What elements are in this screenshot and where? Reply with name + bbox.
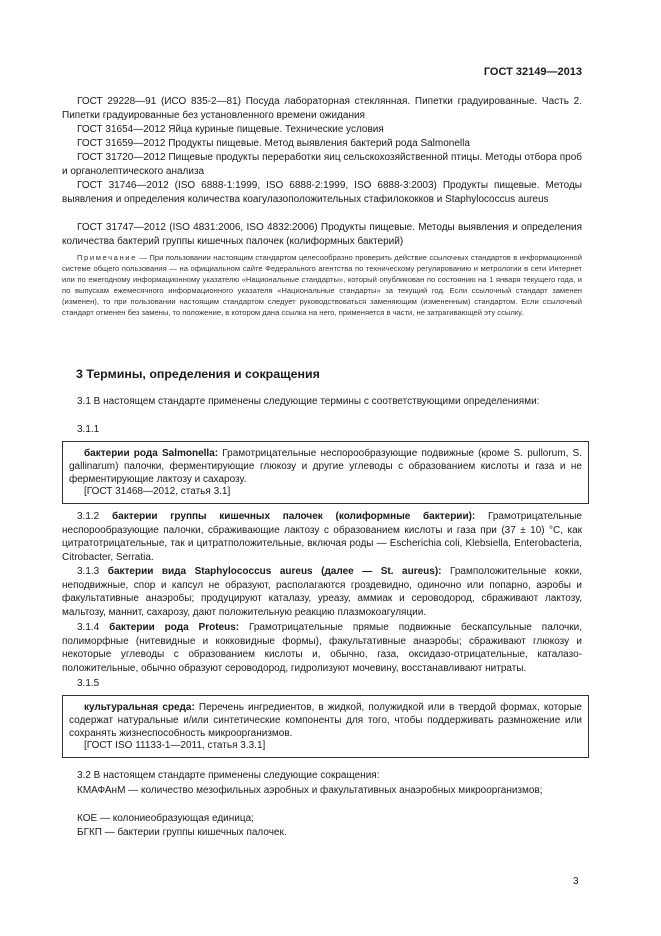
document-header: ГОСТ 32149—2013	[483, 66, 582, 78]
term-name: культуральная среда:	[84, 702, 195, 713]
clause-3-1-5-number: 3.1.5	[77, 678, 100, 689]
reference-item: ГОСТ 31747—2012 (ISO 4831:2006, ISO 4832:2006) Продукты пищевые. Методы выявления и определения количества бактерий группы кишечных палочек (колиформных бактерий)	[62, 222, 582, 247]
term-name: бактерии рода Salmonella:	[84, 448, 219, 459]
section-heading: 3 Термины, определения и сокращения	[76, 367, 320, 381]
clause-3-1-1-number: 3.1.1	[77, 424, 100, 435]
abbreviation-item: КОЕ — колониеобразующая единица;	[77, 813, 254, 824]
term-definition	[69, 448, 582, 486]
note-lead: Примечание	[77, 253, 137, 262]
term-source: [ГОСТ ISO 11133-1—2011, статья 3.3.1]	[84, 740, 266, 752]
clause-3-1: 3.1 В настоящем стандарте применены следующие термины с соответствующими определениями:	[77, 396, 540, 407]
clause-3-1-4: 3.1.4 бактерии рода Proteus: Грамотрицательные прямые подвижные бескапсульные палочки, полиморфные (нитевидные и кокковидные формы), факультативные анаэробы; сбраживают глюкозу и некоторые углеводы с образованием кислоты и, обычно, газа, оксидазо-отрицательные, каталазо-положительные, обычно образуют сероводород, гидролизуют мочевину, восстанавливают нитраты.	[62, 622, 582, 674]
reference-item: ГОСТ 31746—2012 (ISO 6888-1:1999, ISO 6888-2:1999, ISO 6888-3:2003) Продукты пищевые. Методы выявления и определения количества коагулазоположительных стафилококков и Staphylococcus aureus	[62, 180, 582, 205]
term-source: [ГОСТ 31468—2012, статья 3.1]	[84, 486, 231, 498]
clause-3-2: 3.2 В настоящем стандарте применены следующие сокращения:	[77, 770, 380, 781]
abbreviation-item: КМАФАнМ — количество мезофильных аэробных и факультативных анаэробных микроорганизмов;	[77, 785, 543, 796]
page-number: 3	[573, 876, 579, 887]
term-name: бактерии группы кишечных палочек (колиформные бактерии):	[111, 511, 476, 522]
abbreviation-item: БГКП — бактерии группы кишечных палочек.	[77, 827, 287, 838]
term-name: бактерии вида Staphylococcus aureus (далее — St. aureus):	[107, 566, 442, 577]
note-paragraph	[62, 253, 582, 318]
note-text: — При пользовании настоящим стандартом целесообразно проверить действие ссылочных стандартов в информационной системе общего пользования — на официальном сайте Федерального агентства по техническому регулированию и метрологии в сети Интернет или по ежегодному информационному указателю «Национальные стандарты», который опубликован по состоянию на 1 января текущего года, и по выпускам ежемесячного информационного указателя «Национальные стандарты» за текущий год. Если ссылочный стандарт заменен (изменен), то при пользовании настоящим стандартом следует руководствоваться заменяющим (измененным) стандартом. Если ссылочный стандарт отменен без замены, то положение, в котором дана ссылка на него, применяется в части, не затрагивающей эту ссылку.	[62, 253, 582, 317]
term-box-salmonella	[62, 441, 589, 504]
clause-3-1-3: 3.1.3 бактерии вида Staphylococcus aureus (далее — St. aureus): Грамположительные кокки, неподвижные, спор и капсул не образуют, располагаются гроздевидно, одиночно или попарно, аэробы и факультативные анаэробы; продуцируют каталазу, уреазу, аммиак и сероводород, сбраживают лактозу, мальтозу, маннит, сахарозу, дают положительную реакцию плазмокоагуляции.	[62, 566, 582, 618]
term-definition	[69, 702, 582, 740]
reference-item: ГОСТ 31659—2012 Продукты пищевые. Метод выявления бактерий рода Salmonella	[77, 138, 470, 149]
term-name: бактерии рода Proteus:	[109, 622, 240, 633]
clause-3-1-2: 3.1.2 бактерии группы кишечных палочек (колиформные бактерии): Грамотрицательные неспорообразующие палочки, сбраживающие лактозу с образованием кислоты и газа при (37 ± 10) °С, как цитратотрицательные, так и цитратположительные, включая роды — Escherichia coli, Klebsiella, Enterobacteria, Citrobacter, Serratia.	[62, 511, 582, 563]
reference-item: ГОСТ 31654—2012 Яйца куриные пищевые. Технические условия	[77, 124, 384, 135]
term-def: Перечень ингредиентов, в жидкой, полужидкой или в твердой формах, которые содержат натуральные и/или синтетические компоненты для того, чтобы поддерживать размножение или сохранять жизнеспособность микроорганизмов.	[69, 702, 582, 739]
reference-item: ГОСТ 31720—2012 Пищевые продукты переработки яиц сельскохозяйственной птицы. Методы отбора проб и органолептического анализа	[62, 152, 582, 177]
reference-item: ГОСТ 29228—91 (ИСО 835-2—81) Посуда лабораторная стеклянная. Пипетки градуированные. Часть 2. Пипетки градуированные без установленного времени ожидания	[62, 96, 582, 121]
term-def: Грамотрицательные неспорообразующие подвижные (кроме S. pullorum, S. gallinarum) палочки, ферментирующие глюкозу и другие углеводы с образованием кислоты и газа и не ферментирующие лактозу и сахарозу.	[69, 448, 582, 485]
term-box-culture-medium	[62, 695, 589, 758]
